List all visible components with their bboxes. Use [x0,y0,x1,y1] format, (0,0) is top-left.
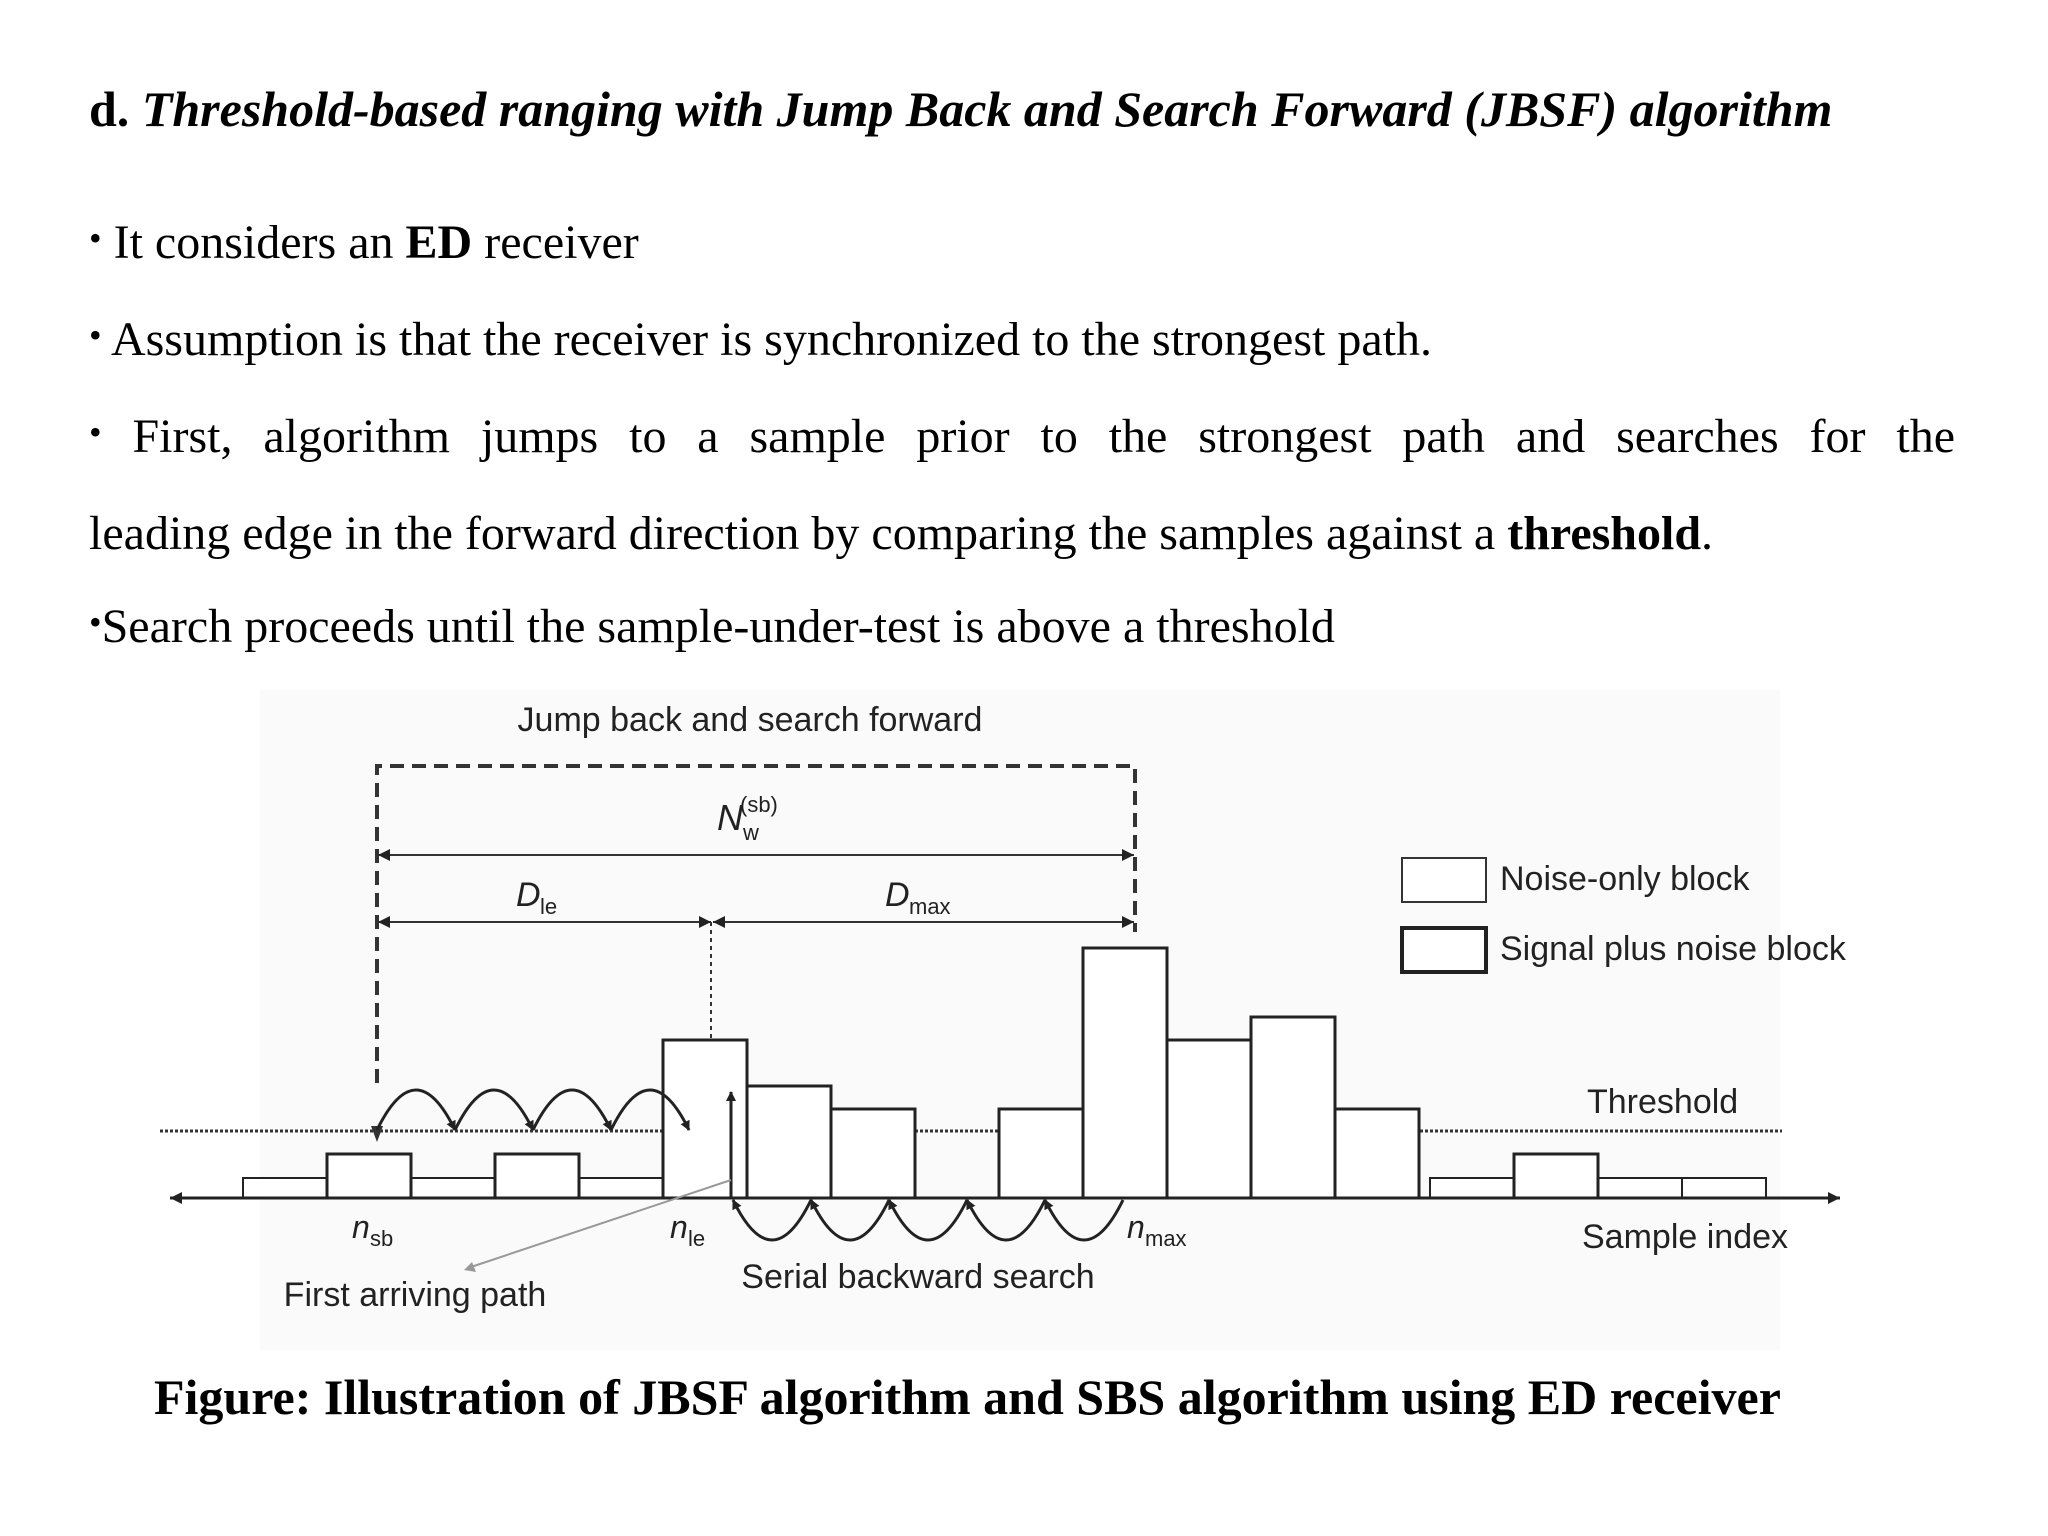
signal-block [327,1154,411,1198]
signal-block [747,1086,831,1198]
noise-only-block [579,1178,663,1198]
noise-only-block [1682,1178,1766,1198]
signal-block [1167,1040,1251,1198]
signal-block [1251,1017,1335,1198]
signal-block [831,1109,915,1198]
svg-text:w: w [743,820,759,845]
serial-backward-search-label: Serial backward search [741,1258,1095,1296]
bullet-list [89,196,1955,677]
bullet-first-continuation: leading edge in the forward direction by comparing the samples against a threshold. [89,507,1714,560]
diagram-background [260,690,1780,1350]
bullet-first-line: • First, algorithm jumps to a sample prior to the strongest path and searches for the [89,410,1955,463]
svg-text:N: N [717,797,743,838]
section-heading [89,80,1832,138]
legend-signal-swatch [1402,928,1486,972]
svg-text:le: le [688,1226,706,1251]
heading-title: Threshold-based ranging with Jump Back and Search Forward (JBSF) algorithm [141,81,1833,137]
legend-signal-label: Signal plus noise block [1500,930,1846,968]
figure-caption: Figure: Illustration of JBSF algorithm and SBS algorithm using ED receiver [154,1369,1781,1425]
svg-text:sb: sb [370,1226,394,1251]
svg-text:max: max [1145,1226,1187,1251]
signal-block [1514,1154,1598,1198]
legend-noise-label: Noise-only block [1500,860,1750,898]
signal-block [495,1154,579,1198]
signal-block [999,1109,1083,1198]
diagram-title: Jump back and search forward [517,701,983,739]
bullet-ed-receiver: • It considers an ED receiver [89,216,639,269]
legend-noise-swatch [1402,858,1486,902]
svg-text:le: le [540,894,558,919]
signal-block-leading-edge [663,1040,747,1198]
svg-text:n: n [352,1209,370,1245]
threshold-label: Threshold [1587,1083,1739,1121]
bullet-assumption: • Assumption is that the receiver is synchronized to the strongest path. [89,313,1433,366]
svg-text:n: n [670,1209,688,1245]
signal-block [1335,1109,1419,1198]
bullet-marker: • [89,602,102,642]
signal-block-strongest [1083,948,1167,1198]
svg-text:(sb): (sb) [740,792,778,817]
noise-only-block [1598,1178,1682,1198]
jbsf-diagram [150,690,1890,1350]
bullet-marker: • [89,218,102,258]
noise-only-block [243,1178,327,1198]
svg-text:D: D [885,876,910,914]
svg-text:max: max [909,894,951,919]
noise-only-block [1430,1178,1514,1198]
svg-text:n: n [1127,1209,1145,1245]
bullet-search: •Search proceeds until the sample-under-test is above a threshold [89,600,1335,653]
bullet-marker: • [89,412,102,452]
heading-prefix: d. [89,81,130,137]
first-arriving-path-label: First arriving path [283,1276,547,1314]
bullet-marker: • [89,315,102,355]
sample-index-label: Sample index [1582,1218,1789,1256]
noise-only-block [411,1178,495,1198]
svg-text:D: D [516,876,541,914]
